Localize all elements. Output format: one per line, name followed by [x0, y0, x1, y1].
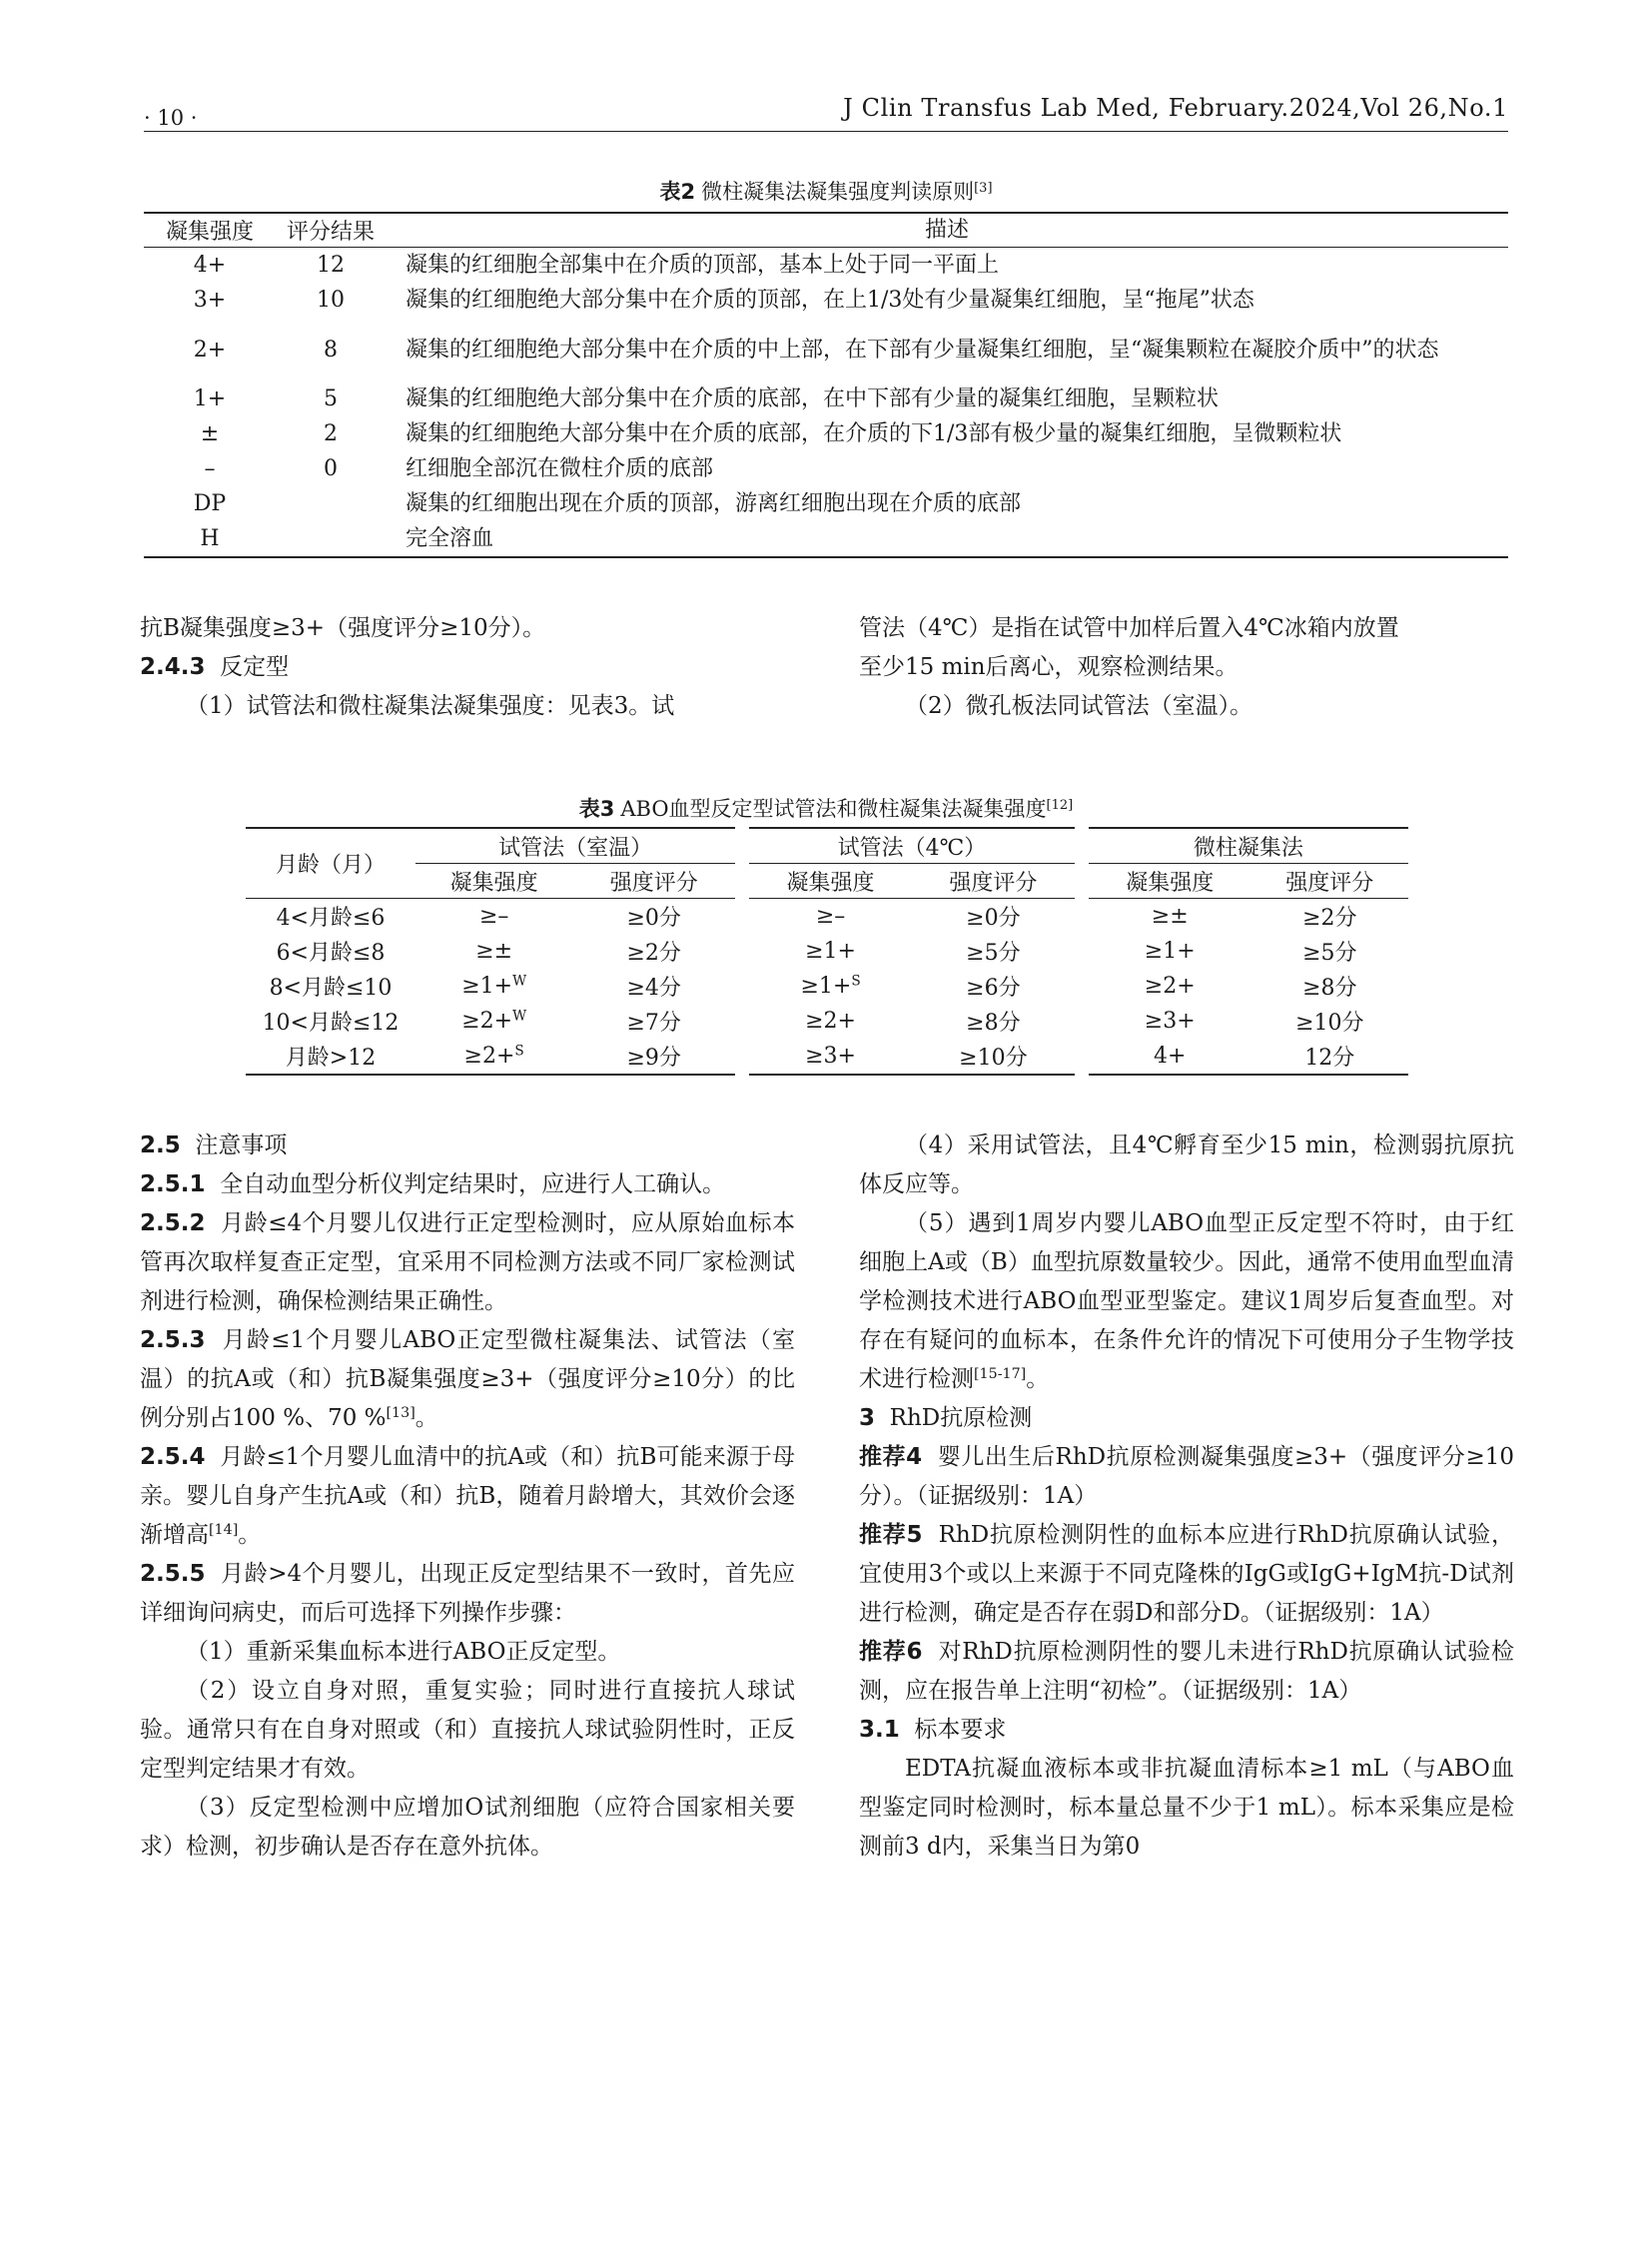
paragraph: （1）试管法和微柱凝集法凝集强度：见表3。试	[186, 693, 675, 719]
column-header: 描述	[386, 213, 1508, 248]
table-cell	[572, 934, 742, 969]
column-header: 评分结果	[276, 213, 386, 248]
table-cell: 10<月龄≤12	[262, 1011, 400, 1036]
table-cell	[572, 1039, 742, 1075]
section-number: 2.5.2	[140, 1210, 206, 1236]
paragraph: （2）微孔板法同试管法（室温）。	[905, 693, 1253, 719]
table-cell: 1+	[193, 386, 227, 411]
cell-value: ≥1+	[1144, 939, 1196, 964]
table-cell: 8<月龄≤10	[269, 976, 393, 1001]
table-cell	[1082, 969, 1251, 1004]
section-number: 2.5.3	[140, 1327, 206, 1353]
paragraph-text: （3）反定型检测中应增加O试剂细胞（应符合国家相关要求）检测，初步确认是否存在意外抗体。	[140, 1795, 795, 1860]
table-cell	[276, 521, 386, 557]
table-cell: 10	[317, 288, 345, 313]
table-cell: H	[144, 521, 276, 557]
cell-value: ≥5分	[966, 941, 1021, 966]
table-cell	[572, 1004, 742, 1039]
section-text: 全自动血型分析仪判定结果时，应进行人工确认。	[220, 1171, 726, 1197]
section-text: 月龄>4个月婴儿，出现正反定型结果不一致时，首先应详细询问病史，而后可选择下列操作步骤：	[140, 1561, 796, 1626]
section-paragraph	[140, 1555, 795, 1633]
citation-ref: [14]	[209, 1522, 239, 1539]
table-cell: 6<月龄≤8	[276, 941, 386, 966]
sentence-end: 。	[414, 1405, 438, 1431]
paragraph-text: EDTA抗凝血液标本或非抗凝血清标本≥1 mL（与ABO血型鉴定同时检测时，标本量总量不少于1 mL）。标本采集应是检测前3 d内，采集当日为第0	[859, 1756, 1514, 1860]
cell-value: ≥7分	[626, 1011, 681, 1036]
table-row	[246, 1039, 1408, 1075]
cell-value: ≥±	[475, 939, 513, 964]
cell-value: ≥3+	[805, 1044, 856, 1069]
table-cell	[1082, 899, 1251, 935]
column-header: 凝集强度	[1082, 864, 1251, 899]
section-text: 注意事项	[195, 1132, 288, 1158]
table-cell: 5	[324, 386, 338, 411]
cell-value: ≥2分	[626, 941, 681, 966]
table-row	[246, 934, 1408, 969]
paragraph: 抗B凝集强度≥3+（强度评分≥10分）。	[140, 615, 546, 641]
column-header: 强度评分	[912, 864, 1082, 899]
left-column	[140, 1126, 795, 1867]
table-cell: ±	[200, 421, 220, 446]
section-number: 2.5.1	[140, 1171, 206, 1197]
table2-ref: [3]	[974, 180, 993, 196]
table-cell	[912, 1039, 1082, 1075]
cell-value: ≥10分	[1295, 1011, 1364, 1036]
section-text: 月龄≤1个月婴儿血清中的抗A或（和）抗B可能来源于母亲。婴儿自身产生抗A或（和）抗B，随着月龄增大，其效价会逐渐增高	[140, 1444, 795, 1548]
table-cell	[572, 899, 742, 935]
table3-ref: [12]	[1046, 797, 1074, 813]
table-cell: 12	[317, 253, 345, 278]
table-cell	[276, 486, 386, 521]
group-header: 微柱凝集法	[1082, 828, 1408, 864]
citation-ref: [13]	[386, 1405, 415, 1422]
cell-value: ≥8分	[1302, 976, 1357, 1001]
cell-value: ≥2+	[1144, 974, 1196, 999]
table-cell: 2	[324, 421, 338, 446]
cell-value: ≥2+	[461, 1009, 513, 1034]
cell-value: ≥1+	[461, 974, 513, 999]
sentence-end: 。	[1026, 1366, 1050, 1392]
paragraph	[140, 1633, 795, 1672]
table-cell: DP	[193, 491, 227, 516]
paragraph-text: （1）重新采集血标本进行ABO正反定型。	[186, 1639, 621, 1665]
section-text: 对RhD抗原检测阴性的婴儿未进行RhD抗原确认试验检测，应在报告单上注明“初检”。（证据级别：1A）	[859, 1639, 1514, 1704]
section-number: 2.5.4	[140, 1444, 206, 1470]
section-text: 婴儿出生后RhD抗原检测凝集强度≥3+（强度评分≥10分）。（证据级别：1A）	[859, 1444, 1514, 1509]
section-number: 2.5.5	[140, 1561, 206, 1587]
table-cell	[742, 934, 912, 969]
section-paragraph	[140, 1438, 795, 1555]
table-cell	[1251, 1004, 1408, 1039]
table-cell: 凝集的红细胞绝大部分集中在介质的顶部，在上1/3处有少量凝集红细胞，呈“拖尾”状态	[406, 288, 1254, 313]
table-cell: 凝集的红细胞全部集中在介质的顶部，基本上处于同一平面上	[406, 253, 1000, 278]
table-cell: 2+	[193, 337, 227, 363]
table-cell	[1251, 969, 1408, 1004]
paragraph-text: （2）设立自身对照，重复实验；同时进行直接抗人球试验。通常只有在自身对照或（和）直接抗人球试验阴性时，正反定型判定结果才有效。	[140, 1678, 795, 1782]
table-cell	[415, 934, 572, 969]
cell-value: ≥10分	[959, 1046, 1028, 1071]
column-header: 强度评分	[1251, 864, 1408, 899]
paragraph	[859, 1204, 1514, 1399]
cell-superscript: S	[851, 973, 861, 990]
table-cell	[912, 1004, 1082, 1039]
column-header: 月龄（月）	[246, 828, 415, 899]
table-cell: –	[204, 456, 216, 481]
table-cell	[1082, 1039, 1251, 1075]
table-row	[144, 486, 1508, 521]
column-header: 强度评分	[572, 864, 742, 899]
section-heading: 2.4.3 反定型	[140, 654, 290, 680]
paragraph	[140, 1789, 795, 1867]
table-cell: 4+	[193, 253, 227, 278]
table-row	[246, 899, 1408, 935]
table-cell	[912, 969, 1082, 1004]
table-row	[144, 521, 1508, 557]
group-header: 试管法（室温）	[415, 828, 742, 864]
section-text: 标本要求	[914, 1717, 1007, 1743]
table-cell	[1082, 1004, 1251, 1039]
table-cell	[742, 1039, 912, 1075]
paragraph-text: （4）采用试管法，且4℃孵育至少15 min，检测弱抗原抗体反应等。	[859, 1132, 1514, 1197]
table3-label: 表3	[578, 797, 615, 821]
section-paragraph	[140, 1204, 795, 1321]
cell-superscript: W	[512, 973, 527, 990]
page-number: · 10 ·	[144, 106, 198, 130]
cell-value: 12分	[1304, 1046, 1355, 1071]
column-header: 凝集强度	[144, 213, 276, 248]
table-row	[246, 1004, 1408, 1039]
table-cell: 凝集的红细胞绝大部分集中在介质的中上部，在下部有少量凝集红细胞，呈“凝集颗粒在凝胶介质中”的状态	[406, 337, 1439, 363]
table-row	[144, 248, 1508, 284]
section-paragraph	[859, 1399, 1514, 1438]
table-cell: 凝集的红细胞绝大部分集中在介质的底部，在中下部有少量的凝集红细胞，呈颗粒状	[406, 386, 1220, 411]
table-cell	[415, 969, 572, 1004]
cell-value: ≥0分	[626, 906, 681, 931]
cell-value: ≥3+	[1144, 1009, 1196, 1034]
table3-caption	[0, 793, 1652, 823]
table3-title: ABO血型反定型试管法和微柱凝集法凝集强度	[620, 797, 1047, 821]
table-cell: 0	[324, 456, 338, 481]
table-cell: 凝集的红细胞出现在介质的顶部，游离红细胞出现在介质的底部	[406, 491, 1022, 516]
column-header: 凝集强度	[742, 864, 912, 899]
journal-header: J Clin Transfus Lab Med, February.2024,Vol 26,No.1	[843, 94, 1508, 122]
table2	[144, 212, 1508, 558]
table-cell	[912, 934, 1082, 969]
table2-label: 表2	[659, 180, 696, 204]
section-number: 推荐4	[859, 1444, 923, 1470]
table-cell	[1251, 934, 1408, 969]
column-header: 凝集强度	[415, 864, 572, 899]
cell-value: ≥2分	[1302, 906, 1357, 931]
cell-value: ≥8分	[966, 1011, 1021, 1036]
table-row	[144, 451, 1508, 486]
cell-value: ≥2+	[805, 1009, 856, 1034]
table-row	[144, 318, 1508, 381]
cell-value: ≥9分	[626, 1046, 681, 1071]
paragraph: 管法（4℃）是指在试管中加样后置入4℃冰箱内放置	[859, 615, 1399, 641]
paragraph-text: （5）遇到1周岁内婴儿ABO血型正反定型不符时，由于红细胞上A或（B）血型抗原数量较少。因此，通常不使用血型血清学检测技术进行ABO血型亚型鉴定。建议1周岁后复查血型。对存在有疑问的血标本，在条件允许的情况下可使用分子生物学技术进行检测	[859, 1210, 1514, 1392]
table-header-row	[246, 828, 1408, 864]
table3	[246, 827, 1408, 1076]
section-text: RhD抗原检测	[889, 1405, 1033, 1431]
cell-value: ≥0分	[966, 906, 1021, 931]
table-cell	[572, 969, 742, 1004]
table-cell	[742, 899, 912, 935]
table-cell: 红细胞全部沉在微柱介质的底部	[406, 456, 714, 481]
table-row	[144, 416, 1508, 451]
table-cell: 凝集的红细胞绝大部分集中在介质的底部，在介质的下1/3部有极少量的凝集红细胞，呈微颗粒状	[406, 421, 1342, 446]
table2-caption	[0, 176, 1652, 206]
cell-value: ≥2+	[463, 1044, 515, 1069]
cell-value: ≥1+	[800, 974, 852, 999]
cell-superscript: W	[512, 1008, 527, 1025]
section-paragraph	[859, 1711, 1514, 1750]
section-paragraph	[140, 1126, 795, 1165]
table2-title: 微柱凝集法凝集强度判读原则	[701, 180, 975, 204]
section-text: RhD抗原检测阴性的血标本应进行RhD抗原确认试验，宜使用3个或以上来源于不同克隆株的IgG或IgG+IgM抗-D试剂进行检测，确定是否存在弱D和部分D。（证据级别：1A）	[859, 1522, 1514, 1626]
table-cell	[415, 899, 572, 935]
section-paragraph	[140, 1165, 795, 1204]
table-cell: 月龄>12	[246, 1039, 415, 1075]
paragraph: 至少15 min后离心，观察检测结果。	[859, 654, 1239, 680]
section-paragraph	[140, 1321, 795, 1438]
cell-value: ≥–	[815, 904, 846, 929]
table-cell	[742, 969, 912, 1004]
section-paragraph	[859, 1438, 1514, 1516]
cell-value: ≥1+	[805, 939, 856, 964]
table-cell: 8	[324, 337, 338, 363]
section-text: 月龄≤1个月婴儿ABO正定型微柱凝集法、试管法（室温）的抗A或（和）抗B凝集强度≥3+（强度评分≥10分）的比例分别占100 %、70 %	[140, 1327, 796, 1431]
section-paragraph	[859, 1516, 1514, 1633]
paragraph	[859, 1126, 1514, 1204]
cell-value: ≥5分	[1302, 941, 1357, 966]
paragraph	[140, 1672, 795, 1789]
table-row	[144, 381, 1508, 416]
section-number: 推荐5	[859, 1522, 923, 1548]
table-cell	[1251, 899, 1408, 935]
section-number: 3.1	[859, 1717, 900, 1743]
header-rule	[144, 131, 1508, 132]
table-cell: 4<月龄≤6	[276, 906, 386, 931]
table-cell	[415, 1039, 572, 1075]
table-row	[144, 283, 1508, 318]
section-number: 3	[859, 1405, 876, 1431]
table-cell	[912, 899, 1082, 935]
sentence-end: 。	[238, 1522, 262, 1548]
citation-ref: [15-17]	[974, 1366, 1027, 1383]
table-cell	[415, 1004, 572, 1039]
mid-right-text	[859, 609, 1514, 726]
section-number: 2.5	[140, 1132, 181, 1158]
cell-value: ≥6分	[966, 976, 1021, 1001]
section-number: 推荐6	[859, 1639, 923, 1665]
section-paragraph	[859, 1633, 1514, 1711]
table-cell: 完全溶血	[386, 521, 1508, 557]
table-subheader-row	[246, 864, 1408, 899]
cell-superscript: S	[514, 1043, 524, 1060]
table-row	[246, 969, 1408, 1004]
table-cell	[1251, 1039, 1408, 1075]
cell-value: ≥4分	[626, 976, 681, 1001]
table-cell: 3+	[193, 288, 227, 313]
table-cell	[742, 1004, 912, 1039]
table-cell	[1082, 934, 1251, 969]
cell-value: ≥±	[1151, 904, 1189, 929]
group-header: 试管法（4℃）	[742, 828, 1082, 864]
section-text: 月龄≤4个月婴儿仅进行正定型检测时，应从原始血标本管再次取样复查正定型，宜采用不同检测方法或不同厂家检测试剂进行检测，确保检测结果正确性。	[140, 1210, 796, 1314]
paragraph	[859, 1750, 1514, 1867]
table-header-row	[144, 213, 1508, 248]
cell-value: 4+	[1153, 1044, 1187, 1069]
right-column	[859, 1126, 1514, 1867]
mid-left-text	[140, 609, 795, 726]
cell-value: ≥–	[478, 904, 509, 929]
